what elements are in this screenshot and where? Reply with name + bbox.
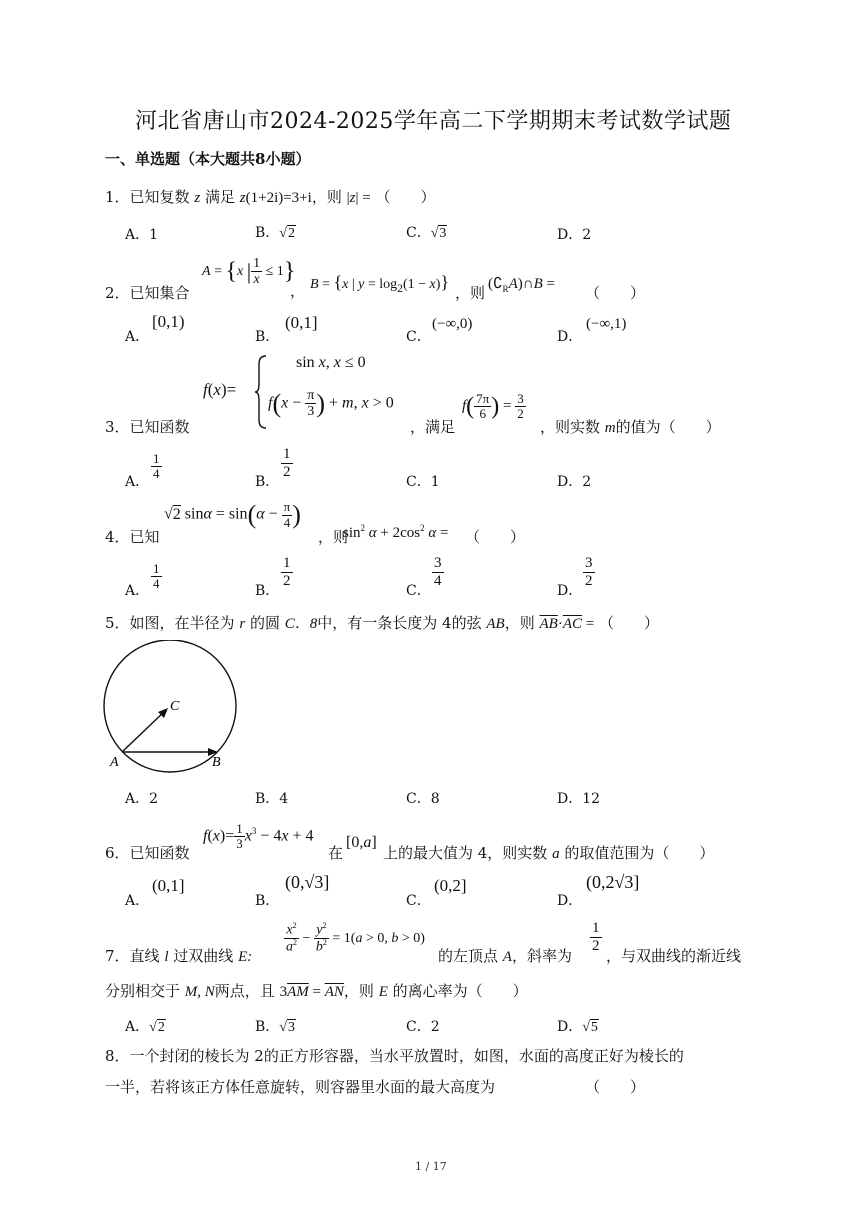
q5-option-b: B．4 <box>255 791 289 807</box>
q6-interval: [0,a] <box>346 834 377 851</box>
q1-option-a: A．1 <box>125 227 159 243</box>
q6-function: f(x)= $\frac{1}{3}$ $x^3 - 4x + 4$ <box>203 821 314 852</box>
q4-option-c-value: $\frac{3}{4}$ <box>434 555 442 589</box>
q6-option-d: D． <box>557 893 583 909</box>
q5-circle-figure <box>100 640 250 775</box>
q2-option-a-value: [0,1) <box>152 312 185 331</box>
q7-vector-equation: $3\overline{AM} = \overline{AN}$ <box>279 984 344 1000</box>
q6-option-c-value: (0,2] <box>434 876 467 895</box>
q4-option-a-value: $\frac{1}{4}$ <box>153 561 160 592</box>
q5-label-a: A <box>110 755 119 770</box>
q2-expression: $(∁_RA)\cap B$ = <box>488 276 555 294</box>
question-4-stem: 4．已知 <box>105 528 160 546</box>
q3-case-1: sin x, x ≤ 0 <box>296 354 366 371</box>
q3-piecewise-brace <box>254 354 268 430</box>
q3-fx: f(x)= <box>203 380 237 399</box>
q7-slope: $\frac{1}{2}$ <box>592 920 600 954</box>
q6-tail: 上的最大值为 4，则实数 a 的取值范围为（ ） <box>383 844 715 862</box>
q2-option-b: B． <box>255 329 280 345</box>
q7-option-a: A．√2 <box>125 1019 165 1035</box>
q4-option-b: B． <box>255 583 280 599</box>
q5-label-b: B <box>212 755 221 770</box>
question-3-stem: 3．已知函数 <box>105 418 190 436</box>
q3-option-a: A． <box>125 474 150 490</box>
q6-option-a: A． <box>125 893 150 909</box>
q3-option-d: D．2 <box>557 474 592 490</box>
q3-option-c: C．1 <box>406 474 440 490</box>
q4-option-b-value: $\frac{1}{2}$ <box>283 555 291 589</box>
q2-option-b-value: (0,1] <box>285 313 318 332</box>
q1-option-b: B．√2 <box>255 225 295 241</box>
q2-set-a: A = {x | $\frac{1}{x}$ ≤ 1} <box>202 256 296 288</box>
question-7-stem: 7．直线 l 过双曲线 E: <box>105 947 253 965</box>
q5-option-d: D．12 <box>557 791 601 807</box>
q7-hyperbola: $\frac{x^2}{a^2}$ − $\frac{y^2}{b^2}$ = 1(a > 0, b > 0) <box>286 921 425 955</box>
q2-option-c-value: (−∞,0) <box>432 316 473 332</box>
q3-tail: ，则实数 m的值为（ ） <box>540 418 721 436</box>
q6-option-b: B． <box>255 893 280 909</box>
section-heading: 一、单选题（本大题共8小题） <box>105 150 311 168</box>
q5-label-c: C <box>170 699 180 714</box>
q2-option-d-value: (−∞,1) <box>586 316 627 332</box>
q3-option-b: B． <box>255 474 280 490</box>
q4-option-c: C． <box>406 583 431 599</box>
q6-option-a-value: (0,1] <box>152 876 185 895</box>
q4-expression: $\sin^2 \alpha + 2\cos^2$ α = <box>343 523 449 541</box>
q4-option-a: A． <box>125 583 150 599</box>
q6-option-b-value: (0,√3] <box>285 872 330 892</box>
q3-option-b-value: $\frac{1}{2}$ <box>283 446 291 480</box>
question-6-stem: 6．已知函数 <box>105 844 190 862</box>
q3-condition: f( $\frac{7\pi}{6}$ ) = $\frac{3}{2}$ <box>462 391 524 422</box>
q5-vector-expression: $\overline{AB}\cdot\overline{AC}$ = <box>539 616 595 632</box>
q4-equation: √2 sinα = sin(α − $\frac{\pi}{4}$ ) <box>164 499 301 530</box>
q6-option-c: C． <box>406 893 431 909</box>
q7-option-c: C．2 <box>406 1019 440 1035</box>
q7-option-b: B．√3 <box>255 1019 295 1035</box>
q1-option-c: C．√3 <box>406 225 447 241</box>
q4-option-d: D． <box>557 583 583 599</box>
q4-option-d-value: $\frac{3}{2}$ <box>585 555 593 589</box>
page-number: 1 / 17 <box>415 1160 447 1173</box>
q2-then: ，则 <box>455 284 486 302</box>
question-7-line-2: 分别相交于 M, N两点，且 $3\overline{AM} = \overline{AN}$，则 E 的离心率为（ ） <box>105 982 528 1000</box>
q2-option-d: D． <box>557 329 583 345</box>
q2-option-c: C． <box>406 329 431 345</box>
q3-option-a-value: $\frac{1}{4}$ <box>153 451 160 482</box>
q5-option-a: A．2 <box>125 791 159 807</box>
question-5-stem: 5．如图，在半径为 r 的圆 C．8中，有一条长度为 4的弦 AB，则 $\overline{AB}\cdot\overline{AC}$ = （ ） <box>105 614 660 632</box>
q2-option-a: A． <box>125 329 150 345</box>
q7-mid: 的左顶点 A，斜率为 <box>438 947 572 965</box>
question-2-stem: 2．已知集合 <box>105 284 190 302</box>
q1-equation: z(1+2i)=3+i <box>239 190 312 206</box>
q3-case-2: f(x − $\frac{\pi}{3}$ ) + m, x > 0 <box>268 388 394 420</box>
q2-set-b: B = {x | $y = \log_2(1 - x)$} <box>310 272 450 295</box>
question-8-paren: （ ） <box>585 1078 646 1096</box>
question-8-line-1: 8．一个封闭的棱长为 2的正方形容器，当水平放置时，如图，水面的高度正好为棱长的 <box>105 1047 684 1065</box>
q6-option-d-value: (0,2√3] <box>586 872 640 892</box>
q5-option-c: C．8 <box>406 791 440 807</box>
page-title: 河北省唐山市2024-2025学年高二下学期期末考试数学试题 <box>135 109 732 134</box>
q1-option-d: D．2 <box>557 227 592 243</box>
question-1: 1．已知复数 z 满足 z(1+2i)=3+i，则 |z| = （ ） <box>105 188 436 206</box>
q1-abs-z: |z| = <box>346 190 371 206</box>
question-8-line-2: 一半，若将该正方体任意旋转，则容器里水面的最大高度为 <box>105 1078 496 1096</box>
q7-option-d: D．√5 <box>557 1019 598 1035</box>
